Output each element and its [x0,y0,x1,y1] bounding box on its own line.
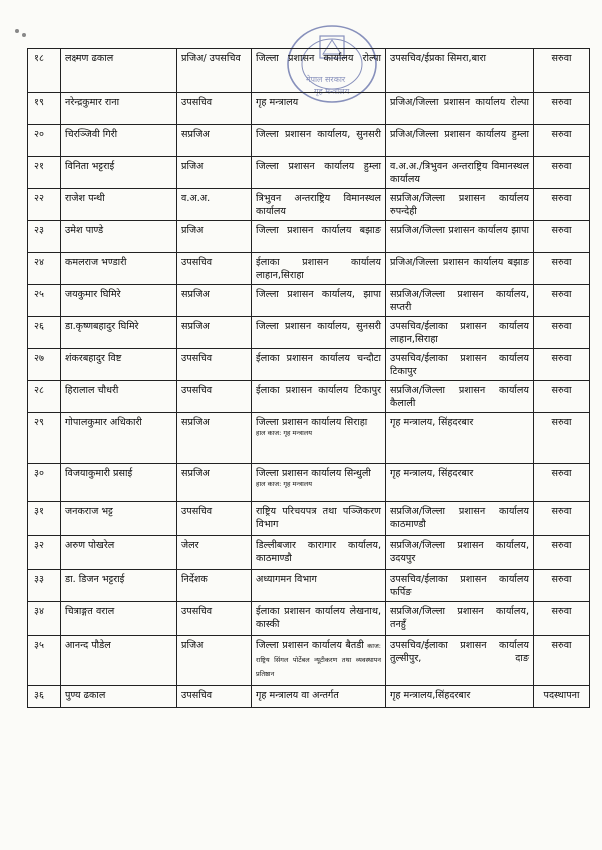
post-cell: उपसचिव [177,253,252,285]
current-office-cell [252,381,386,413]
serial-number-cell: ३२ [28,536,61,570]
action-cell: सरुवा [534,349,590,381]
current-office-cell [252,49,386,93]
employee-name-cell: जयकुमार घिमिरे [61,285,177,317]
seal-text-line1: नेपाल सरकार [306,75,346,84]
new-office-cell: गृह मन्त्रालय,सिंहदरबार [386,686,534,708]
action-cell: पदस्थापना [534,686,590,708]
new-office-cell: सप्रजिअ/जिल्ला प्रशासन कार्यालय, सप्तरी [386,285,534,317]
employee-name-cell: चिरञ्जिवी गिरी [61,125,177,157]
table-row [28,602,590,636]
current-office-text: जिल्ला प्रशासन कार्यालय, सुनसरी [256,129,381,140]
new-office-cell: सप्रजिअ/जिल्ला प्रशासन कार्यालय कैलाली [386,381,534,413]
action-cell: सरुवा [534,93,590,125]
current-office-text: डिल्लीबजार कारागार कार्यालय, काठमाण्डौ [256,540,381,564]
current-office-cell [252,570,386,602]
post-cell: प्रजिअ [177,636,252,686]
action-cell: सरुवा [534,221,590,253]
current-office-cell [252,536,386,570]
action-cell: सरुवा [534,602,590,636]
new-office-cell: व.अ.अ./त्रिभुवन अन्तराष्ट्रिय विमानस्थल कार्यालय [386,157,534,189]
current-office-cell [252,602,386,636]
current-office-cell [252,317,386,349]
current-office-text: गृह मन्त्रालय [256,97,299,108]
current-office-text: जिल्ला प्रशासन कार्यालय रोल्पा [256,53,381,64]
new-office-cell: प्रजिअ/जिल्ला प्रशासन कार्यालय हुम्ला [386,125,534,157]
action-cell: सरुवा [534,49,590,93]
post-cell: उपसचिव [177,502,252,536]
current-office-cell [252,636,386,686]
table-row [28,536,590,570]
action-cell: सरुवा [534,125,590,157]
new-office-cell: उपसचिव/ईलाका प्रशासन कार्यालय टिकापुर [386,349,534,381]
employee-name-cell: शंकरबहादुर विष्ट [61,349,177,381]
transfer-table-body [28,49,590,708]
current-office-cell [252,157,386,189]
employee-name-cell: जनकराज भट्ट [61,502,177,536]
employee-name-cell: उमेश पाण्डे [61,221,177,253]
table-row [28,285,590,317]
current-office-cell [252,125,386,157]
serial-number-cell: २२ [28,189,61,221]
new-office-cell: सप्रजिअ/जिल्ला प्रशासन कार्यालय, तनहुँ [386,602,534,636]
current-office-note: काज: राष्ट्रिय सिंगल पोर्टेबल न्यूटीकरण तथा व्यवस्थापन प्रतिष्ठान [256,642,381,678]
table-row [28,413,590,464]
action-cell: सरुवा [534,570,590,602]
post-cell: प्रजिअ [177,221,252,253]
serial-number-cell: २७ [28,349,61,381]
current-office-cell [252,349,386,381]
table-row [28,570,590,602]
current-office-note: हाल काज: गृह मन्त्रालय [256,480,312,488]
current-office-text: ईलाका प्रशासन कार्यालय लाहान,सिराहा [256,257,381,281]
new-office-cell: उपसचिव/ईलाका प्रशासन कार्यालय तुल्सीपुर, दाङ [386,636,534,686]
action-cell: सरुवा [534,253,590,285]
employee-name-cell: लक्ष्मण ढकाल [61,49,177,93]
post-cell: उपसचिव [177,93,252,125]
serial-number-cell: ३५ [28,636,61,686]
current-office-text: जिल्ला प्रशासन कार्यालय सिन्धुली [256,468,371,479]
serial-number-cell: १९ [28,93,61,125]
post-cell: उपसचिव [177,686,252,708]
post-cell: प्रजिअ/ उपसचिव [177,49,252,93]
table-row [28,381,590,413]
current-office-text: जिल्ला प्रशासन कार्यालय बैतडी [256,640,364,651]
current-office-cell [252,189,386,221]
post-cell: व.अ.अ. [177,189,252,221]
table-row [28,253,590,285]
serial-number-cell: २४ [28,253,61,285]
serial-number-cell: ३४ [28,602,61,636]
serial-number-cell: २६ [28,317,61,349]
current-office-text: जिल्ला प्रशासन कार्यालय सिराहा [256,417,368,428]
current-office-text: जिल्ला प्रशासन कार्यालय, झापा [256,289,381,300]
new-office-cell: गृह मन्त्रालय, सिंहदरबार [386,413,534,464]
employee-name-cell: राजेश पन्थी [61,189,177,221]
employee-name-cell: नरेन्द्रकुमार राना [61,93,177,125]
post-cell: उपसचिव [177,381,252,413]
post-cell: जेलर [177,536,252,570]
serial-number-cell: २० [28,125,61,157]
serial-number-cell: ३० [28,464,61,502]
post-cell: सप्रजिअ [177,317,252,349]
current-office-cell [252,253,386,285]
punch-hole-dot [15,29,19,33]
employee-name-cell: विनिता भट्टराई [61,157,177,189]
action-cell: सरुवा [534,636,590,686]
new-office-cell: उपसचिव/ईप्रका सिमरा,बारा [386,49,534,93]
current-office-cell [252,93,386,125]
transfer-table [27,48,590,708]
current-office-text: ईलाका प्रशासन कार्यालय लेखनाथ, कास्की [256,606,381,630]
employee-name-cell: डा.कृष्णबहादुर घिमिरे [61,317,177,349]
employee-name-cell: चित्राङ्गत वराल [61,602,177,636]
action-cell: सरुवा [534,464,590,502]
current-office-cell [252,502,386,536]
table-row [28,502,590,536]
new-office-cell: उपसचिव/ईलाका प्रशासन कार्यालय लाहान,सिराहा [386,317,534,349]
action-cell: सरुवा [534,381,590,413]
table-row [28,636,590,686]
new-office-cell: गृह मन्त्रालय, सिंहदरबार [386,464,534,502]
table-row [28,349,590,381]
new-office-cell: सप्रजिअ/जिल्ला प्रशासन कार्यालय रुपन्देही [386,189,534,221]
post-cell: सप्रजिअ [177,464,252,502]
table-row [28,317,590,349]
current-office-text: ईलाका प्रशासन कार्यालय टिकापुर [256,385,381,396]
current-office-text: अध्यागमन विभाग [256,574,317,585]
serial-number-cell: ३६ [28,686,61,708]
current-office-cell [252,285,386,317]
post-cell: उपसचिव [177,349,252,381]
table-row [28,49,590,93]
employee-name-cell: डा. डिजन भट्टराई [61,570,177,602]
action-cell: सरुवा [534,502,590,536]
table-row [28,221,590,253]
action-cell: सरुवा [534,285,590,317]
employee-name-cell: हिरालाल चौधरी [61,381,177,413]
current-office-cell [252,221,386,253]
current-office-text: गृह मन्त्रालय वा अन्तर्गत [256,690,339,701]
table-row [28,93,590,125]
employee-name-cell: विजयाकुमारी प्रसाई [61,464,177,502]
current-office-text: जिल्ला प्रशासन कार्यालय बझाङ [256,225,381,236]
current-office-text: ईलाका प्रशासन कार्यालय चन्दौटा [256,353,381,364]
action-cell: सरुवा [534,189,590,221]
new-office-cell: सप्रजिअ/जिल्ला प्रशासन कार्यालय, उदयपुर [386,536,534,570]
current-office-cell [252,686,386,708]
new-office-cell: सप्रजिअ/जिल्ला प्रशासन कार्यालय काठमाण्डौ [386,502,534,536]
action-cell: सरुवा [534,157,590,189]
post-cell: प्रजिअ [177,157,252,189]
table-row [28,189,590,221]
action-cell: सरुवा [534,317,590,349]
serial-number-cell: २९ [28,413,61,464]
punch-hole-dot [22,33,26,37]
new-office-cell: सप्रजिअ/जिल्ला प्रशासन कार्यालय झापा [386,221,534,253]
table-row [28,157,590,189]
new-office-cell: प्रजिअ/जिल्ला प्रशासन कार्यालय रोल्पा [386,93,534,125]
table-row [28,125,590,157]
current-office-cell [252,464,386,502]
post-cell: सप्रजिअ [177,285,252,317]
current-office-text: जिल्ला प्रशासन कार्यालय हुम्ला [256,161,381,172]
current-office-cell [252,413,386,464]
serial-number-cell: ३३ [28,570,61,602]
new-office-cell: उपसचिव/ईलाका प्रशासन कार्यालय फर्पिङ [386,570,534,602]
post-cell: उपसचिव [177,602,252,636]
action-cell: सरुवा [534,413,590,464]
serial-number-cell: १८ [28,49,61,93]
table-row [28,686,590,708]
employee-name-cell: पुण्य ढकाल [61,686,177,708]
table-row [28,464,590,502]
employee-name-cell: कमलराज भण्डारी [61,253,177,285]
current-office-text: त्रिभुवन अन्तराष्ट्रिय विमानस्थल कार्यालय [256,193,381,217]
post-cell: सप्रजिअ [177,413,252,464]
post-cell: निर्देशक [177,570,252,602]
post-cell: सप्रजिअ [177,125,252,157]
current-office-text: जिल्ला प्रशासन कार्यालय, सुनसरी [256,321,381,332]
employee-name-cell: गोपालकुमार अधिकारी [61,413,177,464]
current-office-text: राष्ट्रिय परिचयपत्र तथा पञ्जिकरण विभाग [256,506,381,530]
new-office-cell: प्रजिअ/जिल्ला प्रशासन कार्यालय बझाङ [386,253,534,285]
serial-number-cell: २८ [28,381,61,413]
current-office-note: हाल काज: गृह मन्त्रालय [256,429,312,437]
seal-text-line2: गृह मन्त्रालय [314,87,350,96]
serial-number-cell: २५ [28,285,61,317]
employee-name-cell: आनन्द पौडेल [61,636,177,686]
serial-number-cell: २१ [28,157,61,189]
serial-number-cell: ३१ [28,502,61,536]
serial-number-cell: २३ [28,221,61,253]
action-cell: सरुवा [534,536,590,570]
employee-name-cell: अरुण पोखरेल [61,536,177,570]
